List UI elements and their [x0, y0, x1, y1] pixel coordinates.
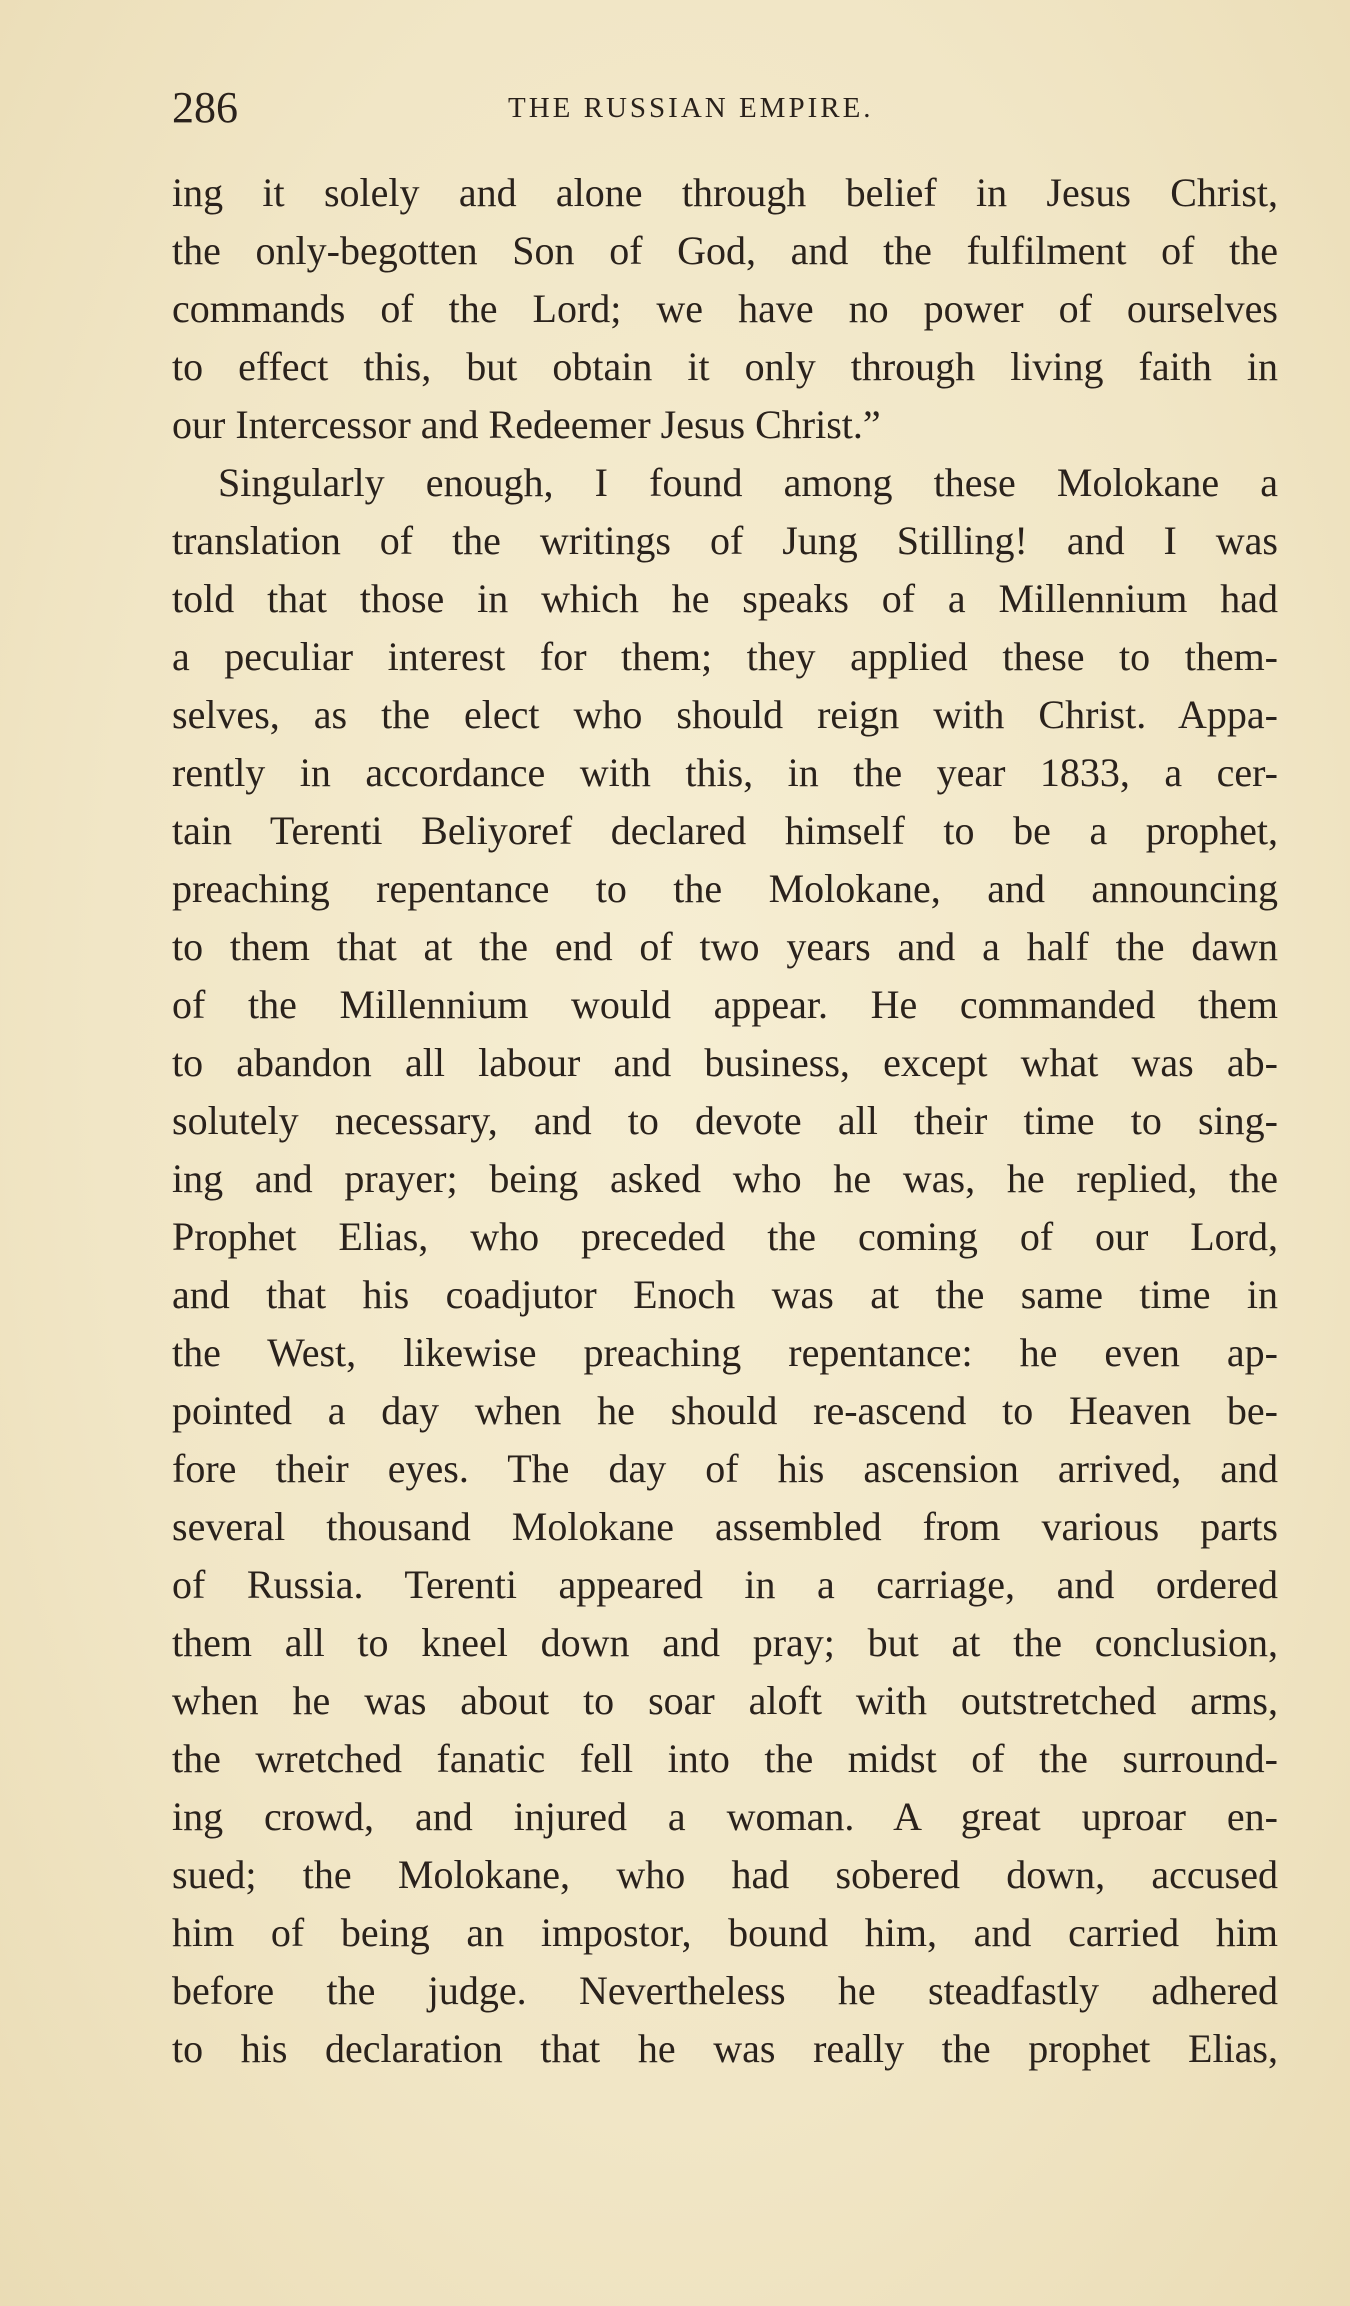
text-line: before the judge. Nevertheless he steadfastly adhered: [172, 1968, 1278, 2013]
text-line: to effect this, but obtain it only through living faith in: [172, 344, 1278, 389]
text-line: ing crowd, and injured a woman. A great uproar en-: [172, 1794, 1278, 1839]
text-line: selves, as the elect who should reign with Christ. Appa-: [172, 692, 1278, 737]
text-line: translation of the writings of Jung Stilling! and I was: [172, 518, 1278, 563]
text-line: and that his coadjutor Enoch was at the same time in: [172, 1272, 1278, 1317]
text-line: the wretched fanatic fell into the midst of the surround-: [172, 1736, 1278, 1781]
page-number: 286: [172, 83, 238, 132]
text-line: to his declaration that he was really the prophet Elias,: [172, 2026, 1278, 2071]
text-line: to abandon all labour and business, except what was ab-: [172, 1040, 1278, 1085]
text-line: tain Terenti Beliyoref declared himself to be a prophet,: [172, 808, 1278, 853]
text-line: our Intercessor and Redeemer Jesus Christ.”: [172, 402, 881, 447]
text-line: told that those in which he speaks of a Millennium had: [172, 576, 1278, 621]
text-line: him of being an impostor, bound him, and carried him: [172, 1910, 1278, 1955]
text-line: of the Millennium would appear. He commanded them: [172, 982, 1278, 1027]
paragraph-start-line: Singularly enough, I found among these Molokane a: [218, 460, 1278, 505]
text-line: ing and prayer; being asked who he was, he replied, the: [172, 1156, 1278, 1201]
text-line: when he was about to soar aloft with outstretched arms,: [172, 1678, 1278, 1723]
text-line: a peculiar interest for them; they applied these to them-: [172, 634, 1278, 679]
body-text: [172, 164, 1278, 2078]
text-line: commands of the Lord; we have no power of ourselves: [172, 286, 1278, 331]
text-line: several thousand Molokane assembled from various parts: [172, 1504, 1278, 1549]
text-line: sued; the Molokane, who had sobered down, accused: [172, 1852, 1278, 1897]
text-line: rently in accordance with this, in the year 1833, a cer-: [172, 750, 1278, 795]
text-line: Prophet Elias, who preceded the coming of our Lord,: [172, 1214, 1278, 1259]
running-title: THE RUSSIAN EMPIRE.: [508, 92, 874, 124]
text-line: solutely necessary, and to devote all their time to sing-: [172, 1098, 1278, 1143]
text-line: preaching repentance to the Molokane, and announcing: [172, 866, 1278, 911]
text-line: to them that at the end of two years and a half the dawn: [172, 924, 1278, 969]
text-line: fore their eyes. The day of his ascension arrived, and: [172, 1446, 1278, 1491]
text-line: them all to kneel down and pray; but at the conclusion,: [172, 1620, 1278, 1665]
running-head: [172, 78, 1278, 138]
text-line: the only-begotten Son of God, and the fulfilment of the: [172, 228, 1278, 273]
text-line: of Russia. Terenti appeared in a carriage, and ordered: [172, 1562, 1278, 1607]
text-line: pointed a day when he should re-ascend to Heaven be-: [172, 1388, 1278, 1433]
text-line: the West, likewise preaching repentance: he even ap-: [172, 1330, 1278, 1375]
text-line: ing it solely and alone through belief in Jesus Christ,: [172, 170, 1278, 215]
